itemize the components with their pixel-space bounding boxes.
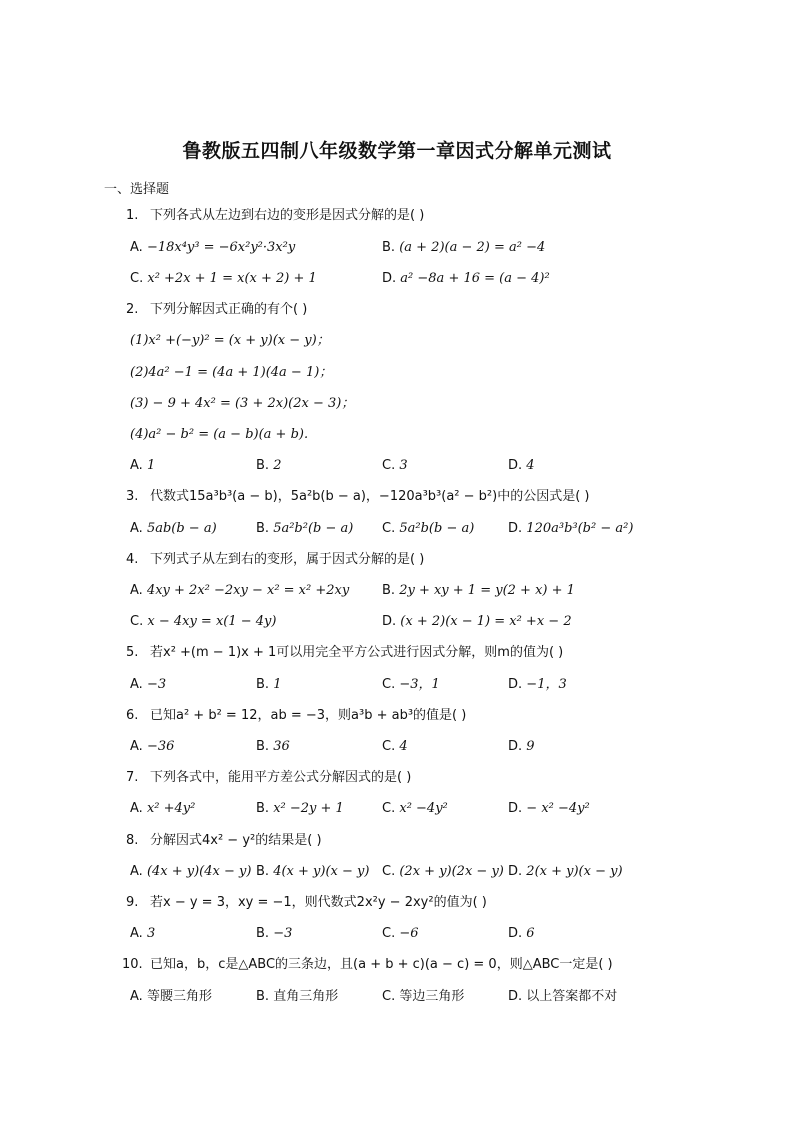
question-text: 分解因式4x² − y²的结果是( ): [150, 833, 322, 848]
option-a[interactable]: A. −18x⁴y³ = −6x²y²·3x²y: [130, 240, 296, 255]
option-b[interactable]: B. (a + 2)(a − 2) = a² −4: [382, 240, 546, 255]
option-b[interactable]: B. −3: [256, 926, 293, 941]
option-c[interactable]: C. x − 4xy = x(1 − 4y): [130, 614, 277, 629]
option-a[interactable]: A. −36: [130, 739, 175, 754]
option-b[interactable]: B. 36: [256, 739, 290, 754]
question-number: 9.: [126, 895, 139, 910]
sub-item: (1)x² +(−y)² = (x + y)(x − y)；: [130, 333, 330, 348]
question-text: 下列各式中，能用平方差公式分解因式的是( ): [150, 770, 412, 785]
sub-item: (4)a² − b² = (a − b)(a + b).: [130, 427, 309, 442]
question-number: 6.: [126, 708, 139, 723]
question-text: 下列各式从左边到右边的变形是因式分解的是( ): [150, 208, 425, 223]
option-c[interactable]: C. (2x + y)(2x − y): [382, 864, 504, 879]
option-b[interactable]: B. x² −2y + 1: [256, 801, 344, 816]
option-a[interactable]: A. 3: [130, 926, 156, 941]
option-b[interactable]: B. 5a²b²(b − a): [256, 521, 354, 536]
option-a[interactable]: A. 4xy + 2x² −2xy − x² = x² +2xy: [130, 583, 350, 598]
question-number: 8.: [126, 833, 139, 848]
sub-item: (3) − 9 + 4x² = (3 + 2x)(2x − 3)；: [130, 396, 355, 411]
option-c[interactable]: C. 等边三角形: [382, 989, 465, 1004]
option-d[interactable]: D. a² −8a + 16 = (a − 4)²: [382, 271, 550, 286]
option-c[interactable]: C. x² −4y²: [382, 801, 448, 816]
option-d[interactable]: D. 4: [508, 458, 535, 473]
question-text: 若x − y = 3，xy = −1，则代数式2x²y − 2xy²的值为( ): [150, 895, 487, 910]
option-a[interactable]: A. −3: [130, 677, 167, 692]
option-d[interactable]: D. (x + 2)(x − 1) = x² +x − 2: [382, 614, 572, 629]
option-d[interactable]: D. 以上答案都不对: [508, 989, 618, 1004]
option-a[interactable]: A. 1: [130, 458, 156, 473]
question-text: 已知a，b，c是△ABC的三条边，且(a + b + c)(a − c) = 0，则△ABC一定是( ): [150, 957, 613, 972]
question-text: 已知a² + b² = 12，ab = −3，则a³b + ab³的值是( ): [150, 708, 467, 723]
option-d[interactable]: D. 9: [508, 739, 535, 754]
question-number: 1.: [126, 208, 139, 223]
page-title: 鲁教版五四制八年级数学第一章因式分解单元测试: [182, 140, 612, 162]
option-c[interactable]: C. 4: [382, 739, 408, 754]
option-d[interactable]: D. 120a³b³(b² − a²): [508, 521, 634, 536]
question-text: 下列式子从左到右的变形，属于因式分解的是( ): [150, 552, 425, 567]
option-a[interactable]: A. (4x + y)(4x − y): [130, 864, 252, 879]
question-number: 7.: [126, 770, 139, 785]
option-c[interactable]: C. 3: [382, 458, 408, 473]
question-number: 4.: [126, 552, 139, 567]
question-number: 10.: [122, 957, 143, 972]
option-d[interactable]: D. 2(x + y)(x − y): [508, 864, 623, 879]
question-text: 下列分解因式正确的有个( ): [150, 302, 308, 317]
question-text: 若x² +(m − 1)x + 1可以用完全平方公式进行因式分解，则m的值为( ): [150, 645, 564, 660]
option-a[interactable]: A. 等腰三角形: [130, 989, 212, 1004]
option-d[interactable]: D. 6: [508, 926, 535, 941]
question-number: 5.: [126, 645, 139, 660]
sub-item: (2)4a² −1 = (4a + 1)(4a − 1)；: [130, 365, 333, 380]
option-b[interactable]: B. 2y + xy + 1 = y(2 + x) + 1: [382, 583, 575, 598]
option-b[interactable]: B. 直角三角形: [256, 989, 339, 1004]
option-c[interactable]: C. 5a²b(b − a): [382, 521, 475, 536]
option-a[interactable]: A. 5ab(b − a): [130, 521, 217, 536]
option-d[interactable]: D. −1，3: [508, 677, 567, 692]
option-c[interactable]: C. −3，1: [382, 677, 440, 692]
question-number: 3.: [126, 489, 139, 504]
option-d[interactable]: D. − x² −4y²: [508, 801, 590, 816]
question-number: 2.: [126, 302, 139, 317]
option-b[interactable]: B. 2: [256, 458, 282, 473]
option-b[interactable]: B. 1: [256, 677, 282, 692]
section-heading: 一、选择题: [104, 182, 170, 197]
option-a[interactable]: A. x² +4y²: [130, 801, 196, 816]
option-b[interactable]: B. 4(x + y)(x − y): [256, 864, 370, 879]
question-text: 代数式15a³b³(a − b)，5a²b(b − a)，−120a³b³(a² − b²)中的公因式是( ): [150, 489, 590, 504]
option-c[interactable]: C. −6: [382, 926, 419, 941]
option-c[interactable]: C. x² +2x + 1 = x(x + 2) + 1: [130, 271, 317, 286]
